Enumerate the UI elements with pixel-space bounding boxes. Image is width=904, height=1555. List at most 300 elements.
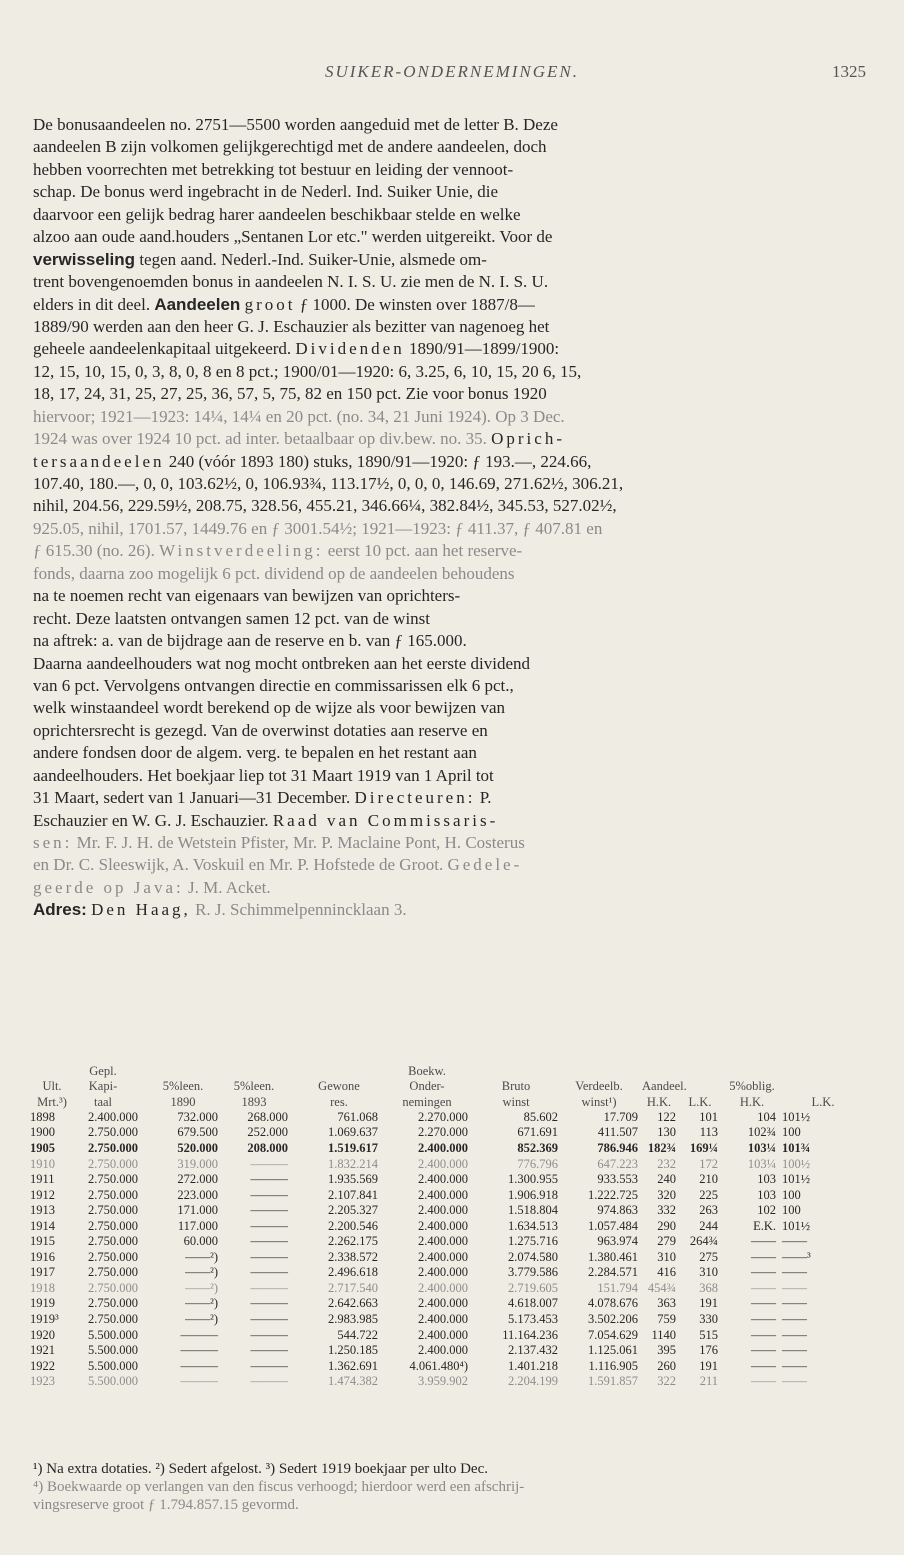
table-cell: 1914 xyxy=(30,1218,55,1233)
table-cell: ——— xyxy=(180,1343,218,1358)
table-cell: —— xyxy=(751,1327,776,1342)
text-line: aandeelen B zijn volkomen gelijkgerechtigd met de andere aandeelen, doch xyxy=(33,137,547,157)
footnote-line: ⁴) Boekwaarde op verlangen van den fiscus verhoogd; hierdoor werd een afschrij- xyxy=(33,1479,525,1495)
table-row xyxy=(30,1188,870,1204)
table-cell: ——²) xyxy=(185,1280,218,1295)
table-cell: 963.974 xyxy=(597,1234,638,1249)
table-row xyxy=(30,1296,870,1312)
table-cell: 368 xyxy=(699,1280,718,1295)
table-cell: 103 xyxy=(757,1187,776,1202)
table-cell: 761.068 xyxy=(337,1109,378,1124)
table-cell: —— xyxy=(782,1374,807,1389)
table-cell: —— xyxy=(782,1280,807,1295)
table-cell: 263 xyxy=(699,1203,718,1218)
label-oprichtersaandeelen: tersaandeelen xyxy=(33,451,165,471)
table-cell: ——²) xyxy=(185,1312,218,1326)
table-cell: 4.078.676 xyxy=(588,1296,638,1311)
table-cell: 2.284.571 xyxy=(588,1265,638,1280)
table-cell: 2.338.572 xyxy=(328,1249,378,1264)
table-cell: 290 xyxy=(657,1218,676,1233)
table-header-cell: Boekw. xyxy=(408,1064,446,1078)
table-cell: 2.270.000 xyxy=(418,1125,468,1140)
table-cell: 322 xyxy=(657,1374,676,1389)
table-cell: 2.400.000 xyxy=(418,1172,468,1187)
table-cell: ——— xyxy=(250,1312,288,1326)
label-raad-van-commissarissen: Raad van Commissaris- xyxy=(272,810,499,830)
footnote-line: ¹) Na extra dotaties. ²) Sedert afgelost. ³) Sedert 1919 boekjaar per ulto Dec. xyxy=(33,1461,488,1477)
table-cell: 1916 xyxy=(30,1249,55,1264)
table-cell: 172 xyxy=(699,1156,718,1171)
text-fragment: ƒ 615.30 (no. 26). xyxy=(33,541,155,561)
text-line: 107.40, 180.—, 0, 0, 103.62½, 0, 106.93¾, 113.17½, 0, 0, 0, 146.69, 271.62½, 306.21, xyxy=(33,474,624,493)
table-row xyxy=(30,1343,870,1359)
table-cell: 1.518.804 xyxy=(508,1203,558,1218)
table-row xyxy=(30,1328,870,1344)
table-cell: ——— xyxy=(250,1156,288,1171)
table-cell: 2.750.000 xyxy=(88,1312,138,1326)
text-line xyxy=(33,540,867,562)
table-cell: 1917 xyxy=(30,1265,55,1280)
table-cell: 974.863 xyxy=(597,1203,638,1218)
table-row xyxy=(30,1359,870,1375)
table-cell: 852.369 xyxy=(517,1140,558,1155)
text-fragment: en Dr. C. Sleeswijk, A. Voskuil en Mr. P. Hofstede de Groot. xyxy=(33,855,444,875)
text-line xyxy=(33,249,867,271)
text-fragment: Mr. F. J. H. de Wetstein Pfister, Mr. P. Maclaine Pont, H. Costerus xyxy=(76,833,525,852)
text-line xyxy=(33,294,867,316)
table-cell: 679.500 xyxy=(177,1125,218,1140)
table-cell: 279 xyxy=(657,1234,676,1249)
table-cell: 4.618.007 xyxy=(508,1296,558,1311)
table-cell: ——— xyxy=(250,1296,288,1311)
table-cell: 2.107.841 xyxy=(328,1187,378,1202)
table-cell: —— xyxy=(751,1265,776,1280)
table-cell: ——— xyxy=(250,1327,288,1342)
table-cell: 208.000 xyxy=(247,1140,288,1155)
table-cell: 3.502.206 xyxy=(588,1312,638,1326)
table-cell: 182¾ xyxy=(647,1140,676,1155)
text-line xyxy=(33,854,867,876)
table-cell: 176 xyxy=(699,1343,718,1358)
table-cell: 244 xyxy=(699,1218,718,1233)
table-cell: 732.000 xyxy=(177,1109,218,1124)
text-line xyxy=(33,451,867,473)
table-header-row xyxy=(30,1064,870,1079)
table-cell: 104 xyxy=(757,1109,776,1124)
table-cell: 1915 xyxy=(30,1234,55,1249)
table-cell: 1912 xyxy=(30,1187,55,1202)
table-cell: 210 xyxy=(699,1172,718,1187)
heading-adres: Adres: xyxy=(33,900,87,920)
table-cell: —— xyxy=(751,1296,776,1311)
running-header: SUIKER-ONDERNEMINGEN. xyxy=(324,62,579,81)
term-verwisseling: verwisseling xyxy=(33,249,136,269)
table-row xyxy=(30,1250,870,1266)
table-cell: 786.946 xyxy=(597,1140,638,1155)
table-cell: 2.400.000 xyxy=(418,1187,468,1202)
table-cell: 102¾ xyxy=(747,1125,776,1140)
table-cell: 117.000 xyxy=(177,1218,218,1233)
table-cell: 1.634.513 xyxy=(508,1218,558,1233)
text-line: daarvoor een gelijk bedrag harer aandeelen beschikbaar stelde en welke xyxy=(33,204,521,224)
table-cell: 1.380.461 xyxy=(588,1249,638,1264)
table-cell: 7.054.629 xyxy=(588,1327,638,1342)
table-cell: 2.400.000 xyxy=(418,1234,468,1249)
table-cell: ——³ xyxy=(782,1249,811,1264)
table-cell: 332 xyxy=(657,1203,676,1218)
table-cell: 411.507 xyxy=(597,1125,638,1140)
table-row xyxy=(30,1281,870,1297)
table-cell: 363 xyxy=(657,1296,676,1311)
table-header-cell: 5%oblig. xyxy=(729,1079,775,1094)
text-line xyxy=(33,428,867,450)
table-cell: 191 xyxy=(699,1296,718,1311)
table-header-cell: res. xyxy=(330,1094,348,1109)
table-header-cell: Bruto xyxy=(501,1079,531,1094)
table-row xyxy=(30,1219,870,1235)
text-line: 18, 17, 24, 31, 25, 27, 25, 36, 57, 5, 75, 82 en 150 pct. Zie voor bonus 1920 xyxy=(33,384,547,404)
table-cell: 211 xyxy=(699,1374,718,1389)
text-line: De bonusaandeelen no. 2751—5500 worden aangeduid met de letter B. Deze xyxy=(33,115,558,134)
table-cell: 1898 xyxy=(30,1109,55,1124)
table-cell: 1921 xyxy=(30,1343,55,1358)
text-fragment: tegen aand. Nederl.-Ind. Suiker-Unie, alsmede om- xyxy=(135,249,487,269)
table-cell: 1.591.857 xyxy=(588,1374,638,1389)
table-cell: —— xyxy=(751,1312,776,1326)
table-cell: —— xyxy=(751,1280,776,1295)
table-cell: 191 xyxy=(699,1358,718,1373)
financial-table xyxy=(30,1064,870,1390)
table-cell: 1922 xyxy=(30,1358,55,1373)
table-cell: ——— xyxy=(180,1374,218,1389)
table-cell: 1.069.637 xyxy=(328,1125,378,1140)
heading-aandeelen: Aandeelen xyxy=(154,294,241,314)
text-line: 925.05, nihil, 1701.57, 1449.76 en ƒ 3001.54½; 1921—1923: ƒ 411.37, ƒ 407.81 en xyxy=(33,518,603,538)
table-cell: 5.500.000 xyxy=(88,1343,138,1358)
table-cell: 2.750.000 xyxy=(88,1296,138,1311)
table-cell: 260 xyxy=(657,1358,676,1373)
table-header-cell: 5%leen. xyxy=(233,1079,275,1094)
table-cell: 1.401.218 xyxy=(508,1358,558,1373)
table-cell: 1905 xyxy=(30,1140,55,1155)
table-row xyxy=(30,1141,870,1157)
table-cell: 1.116.905 xyxy=(588,1358,638,1373)
label-commissarissen-end: sen: xyxy=(33,833,73,852)
table-cell: 151.794 xyxy=(597,1280,638,1295)
table-cell: ——²) xyxy=(185,1296,218,1311)
table-cell: 2.270.000 xyxy=(418,1109,468,1124)
table-cell: 1.519.617 xyxy=(328,1140,378,1155)
table-cell: 5.173.453 xyxy=(508,1312,558,1326)
table-row xyxy=(30,1157,870,1173)
text-fragment: J. M. Acket. xyxy=(187,877,271,897)
table-cell: 416 xyxy=(657,1265,676,1280)
table-cell: 223.000 xyxy=(177,1187,218,1202)
table-cell: 319.000 xyxy=(177,1156,218,1171)
text-line: andere fondsen door de algem. verg. te bepalen en het restant aan xyxy=(33,743,477,763)
text-line: hebben voorrechten met betrekking tot bestuur en leiding der vennoot- xyxy=(33,159,514,179)
table-cell: 2.750.000 xyxy=(88,1172,138,1187)
table-cell: 520.000 xyxy=(177,1140,218,1155)
text-fragment: elders in dit deel. xyxy=(33,294,151,314)
table-cell: 1913 xyxy=(30,1203,55,1218)
table-cell: 933.553 xyxy=(597,1172,638,1187)
text-line: recht. Deze laatsten ontvangen samen 12 pct. van de winst xyxy=(33,608,431,628)
table-cell: 310 xyxy=(699,1265,718,1280)
table-row xyxy=(30,1265,870,1281)
adres-street: R. J. Schimmelpennincklaan 3. xyxy=(195,900,407,920)
table-cell: 101½ xyxy=(782,1172,811,1187)
table-cell: 310 xyxy=(657,1249,676,1264)
table-cell: 103 xyxy=(757,1172,776,1187)
table-cell: 264¾ xyxy=(689,1234,718,1249)
table-header-cell: H.K. xyxy=(646,1094,672,1109)
table-cell: 102 xyxy=(757,1203,776,1218)
table-cell: 5.500.000 xyxy=(88,1374,138,1389)
table-cell: 2.204.199 xyxy=(508,1374,558,1389)
label-winstverdeeling: Winstverdeeling: xyxy=(159,541,324,561)
table-cell: 515 xyxy=(699,1327,718,1342)
table-header-cell: 1893 xyxy=(241,1094,267,1109)
label-groot: groot xyxy=(244,294,296,314)
label-dividenden: Dividenden xyxy=(295,339,405,359)
table-cell: 2.400.000 xyxy=(418,1265,468,1280)
table-cell: 1911 xyxy=(30,1172,55,1187)
table-cell: —— xyxy=(782,1265,807,1280)
table-cell: 1918 xyxy=(30,1280,55,1295)
text-line: schap. De bonus werd ingebracht in de Nederl. Ind. Suiker Unie, die xyxy=(33,182,499,202)
table-row xyxy=(30,1203,870,1219)
table-cell: 2.750.000 xyxy=(88,1234,138,1249)
text-line xyxy=(33,787,867,809)
table-cell: 1.275.716 xyxy=(508,1234,558,1249)
text-fragment: 1924 was over 1924 10 pct. ad inter. betaalbaar op div.bew. no. 35. xyxy=(33,429,487,449)
table-cell: 2.400.000 xyxy=(418,1156,468,1171)
label-directeuren: Directeuren: xyxy=(354,788,476,808)
table-cell: 130 xyxy=(657,1125,676,1140)
table-cell: 2.262.175 xyxy=(328,1234,378,1249)
label-gedelegeerde-java: geerde op Java: xyxy=(33,877,184,897)
table-header-row xyxy=(30,1079,870,1094)
table-cell: ——— xyxy=(250,1280,288,1295)
table-header-cell: Aandeel. xyxy=(642,1079,687,1094)
text-line: fonds, daarna zoo mogelijk 6 pct. dividend op de aandeelen behoudens xyxy=(33,563,515,583)
table-cell: 5.500.000 xyxy=(88,1327,138,1342)
table-cell: 1140 xyxy=(651,1327,676,1342)
table-row xyxy=(30,1172,870,1188)
table-cell: 1910 xyxy=(30,1156,55,1171)
table-cell: 2.717.540 xyxy=(328,1280,378,1295)
table-cell: 2.750.000 xyxy=(88,1187,138,1202)
table-cell: 3.959.902 xyxy=(418,1374,468,1389)
table-cell: 776.796 xyxy=(517,1156,558,1171)
text-line: van 6 pct. Vervolgens ontvangen directie en commissarissen elk 6 pct., xyxy=(33,675,514,695)
table-cell: 2.400.000 xyxy=(418,1249,468,1264)
table-cell: 2.983.985 xyxy=(328,1312,378,1326)
table-cell: 1919³ xyxy=(30,1312,59,1326)
table-cell: ——— xyxy=(250,1234,288,1249)
table-cell: 2.750.000 xyxy=(88,1218,138,1233)
table-cell: 252.000 xyxy=(247,1125,288,1140)
table-cell: 1.906.918 xyxy=(508,1187,558,1202)
text-line: welk winstaandeel wordt berekend op de wijze als voor bewijzen van xyxy=(33,698,506,718)
table-cell: 320 xyxy=(657,1187,676,1202)
table-row xyxy=(30,1110,870,1126)
table-header-cell: L.K. xyxy=(811,1094,835,1109)
table-cell: 454¾ xyxy=(647,1280,676,1295)
table-row xyxy=(30,1374,870,1390)
table-header-cell: Gepl. xyxy=(89,1064,117,1078)
table-cell: 2.719.605 xyxy=(508,1280,558,1295)
table-cell: 2.137.432 xyxy=(508,1343,558,1358)
table-cell: 1.832.214 xyxy=(328,1156,378,1171)
table-cell: 169¼ xyxy=(689,1140,718,1155)
table-cell: ——— xyxy=(250,1203,288,1218)
text-line: aandeelhouders. Het boekjaar liep tot 31 Maart 1919 van 1 April tot xyxy=(33,765,494,785)
table-cell: 5.500.000 xyxy=(88,1358,138,1373)
table-cell: 1.222.725 xyxy=(588,1187,638,1202)
text-line xyxy=(33,832,867,854)
table-cell: 1.362.691 xyxy=(328,1358,378,1373)
table-cell: 1.125.061 xyxy=(588,1343,638,1358)
text-line: 12, 15, 10, 15, 0, 3, 8, 0, 8 en 8 pct.; 1900/01—1920: 6, 3.25, 6, 10, 15, 20 6, 15, xyxy=(33,361,582,381)
table-cell: 2.400.000 xyxy=(418,1203,468,1218)
text-line: oprichtersrecht is gezegd. Van de overwinst dotaties aan reserve en xyxy=(33,720,488,740)
table-cell: —— xyxy=(751,1358,776,1373)
table-cell: —— xyxy=(751,1343,776,1358)
table-cell: —— xyxy=(782,1343,807,1358)
table-cell: 122 xyxy=(657,1109,676,1124)
table-cell: ——— xyxy=(250,1249,288,1264)
table-cell: 1920 xyxy=(30,1327,55,1342)
text-fragment: 31 Maart, sedert van 1 Januari—31 December. xyxy=(33,788,351,808)
table-cell: —— xyxy=(751,1234,776,1249)
table-cell: —— xyxy=(782,1327,807,1342)
text-line: Daarna aandeelhouders wat nog mocht ontbreken aan het eerste dividend xyxy=(33,653,531,673)
table-cell: —— xyxy=(782,1234,807,1249)
table-cell: 1923 xyxy=(30,1374,55,1389)
table-cell: 272.000 xyxy=(177,1172,218,1187)
label-gedelegeerde: Gedele- xyxy=(447,855,523,875)
text-fragment: 1890/91—1899/1900: xyxy=(408,339,560,359)
text-line: trent bovengenoemden bonus in aandeelen N. I. S. U. zie men de N. I. S. U. xyxy=(33,272,549,292)
table-header-cell: nemingen xyxy=(402,1094,452,1109)
table-cell: 2.400.000 xyxy=(418,1327,468,1342)
table-header-cell: taal xyxy=(93,1094,113,1109)
table-cell: 2.750.000 xyxy=(88,1249,138,1264)
table-body xyxy=(30,1110,870,1390)
table-cell: 268.000 xyxy=(247,1109,288,1124)
adres-city: Den Haag, xyxy=(91,900,191,920)
table-cell: ——— xyxy=(250,1374,288,1389)
table-cell: 671.691 xyxy=(517,1125,558,1140)
table-cell: 113 xyxy=(699,1125,718,1140)
table-cell: —— xyxy=(782,1358,807,1373)
table-header-cell: H.K. xyxy=(739,1094,765,1109)
footnotes xyxy=(33,1460,867,1514)
text-line: 1889/90 werden aan den heer G. J. Eschauzier als bezitter van nagenoeg het xyxy=(33,316,550,336)
text-line: nihil, 204.56, 229.59½, 208.75, 328.56, 455.21, 346.66¼, 382.84½, 345.53, 527.02½, xyxy=(33,496,617,516)
table-cell: 395 xyxy=(657,1343,676,1358)
table-cell: 2.750.000 xyxy=(88,1265,138,1280)
table-cell: 759 xyxy=(657,1312,676,1326)
table-cell: 171.000 xyxy=(177,1203,218,1218)
table-cell: 2.400.000 xyxy=(418,1140,468,1155)
table-row xyxy=(30,1125,870,1141)
table-cell: 2.642.663 xyxy=(328,1296,378,1311)
table-cell: 103¼ xyxy=(747,1156,776,1171)
table-cell: 330 xyxy=(699,1312,718,1326)
table-row xyxy=(30,1312,870,1328)
table-cell: 100½ xyxy=(782,1156,811,1171)
text-line: na te noemen recht van eigenaars van bewijzen van oprichters- xyxy=(33,586,461,606)
table-cell: 2.400.000 xyxy=(418,1296,468,1311)
text-line xyxy=(33,338,867,360)
table-cell: 3.779.586 xyxy=(508,1265,558,1280)
table-cell: 1900 xyxy=(30,1125,55,1140)
page-number: 1325 xyxy=(832,62,866,81)
text-line: alzoo aan oude aand.houders „Sentanen Lor etc." werden uitgereikt. Voor de xyxy=(33,227,553,247)
text-fragment: geheele aandeelenkapitaal uitgekeerd. xyxy=(33,339,292,359)
table-header xyxy=(30,1064,870,1110)
table-cell: 2.200.546 xyxy=(328,1218,378,1233)
table-header-cell: Onder- xyxy=(409,1079,445,1094)
text-line xyxy=(33,810,867,832)
table-cell: 17.709 xyxy=(603,1109,638,1124)
table-cell: 2.750.000 xyxy=(88,1203,138,1218)
text-fragment: P. xyxy=(479,788,492,808)
table-cell: 2.400.000 xyxy=(418,1280,468,1295)
table-cell: —— xyxy=(751,1374,776,1389)
text-line xyxy=(33,899,867,921)
table-cell: ——— xyxy=(250,1358,288,1373)
table-header-cell: Ult. xyxy=(42,1079,62,1094)
table-header-cell: winst xyxy=(502,1094,530,1109)
table-cell: 1.935.569 xyxy=(328,1172,378,1187)
table-cell: 2.750.000 xyxy=(88,1140,138,1155)
table-cell: 1919 xyxy=(30,1296,55,1311)
table-cell: ——— xyxy=(250,1343,288,1358)
text-fragment: ƒ 1000. De winsten over 1887/8— xyxy=(299,294,535,314)
text-fragment: 240 (vóór 1893 180) stuks, 1890/91—1920: ƒ 193.—, 224.66, xyxy=(168,451,592,471)
table-cell: —— xyxy=(782,1312,807,1326)
label-oprichters: Oprich- xyxy=(491,429,565,449)
table-cell: 1.057.484 xyxy=(588,1218,638,1233)
table-cell: 2.750.000 xyxy=(88,1280,138,1295)
table-cell: 240 xyxy=(657,1172,676,1187)
table-cell: 2.074.580 xyxy=(508,1249,558,1264)
footnote-line: vingsreserve groot ƒ 1.794.857.15 gevormd. xyxy=(33,1497,299,1513)
table-cell: 101½ xyxy=(782,1218,811,1233)
table-cell: ——²) xyxy=(185,1265,218,1280)
table-header-cell: L.K. xyxy=(688,1094,712,1109)
table-cell: 2.400.000 xyxy=(418,1343,468,1358)
text-line: hiervoor; 1921—1923: 14¼, 14¼ en 20 pct. (no. 34, 21 Juni 1924). Op 3 Dec. xyxy=(33,406,565,426)
text-line xyxy=(33,877,867,899)
table-cell: 100 xyxy=(782,1187,801,1202)
table-cell: 647.223 xyxy=(597,1156,638,1171)
table-cell: 1.250.185 xyxy=(328,1343,378,1358)
table-cell: 2.400.000 xyxy=(88,1109,138,1124)
table-cell: 103¼ xyxy=(747,1140,776,1155)
table-cell: —— xyxy=(782,1296,807,1311)
body-text xyxy=(33,114,867,922)
table-cell: 2.750.000 xyxy=(88,1156,138,1171)
text-line: na aftrek: a. van de bijdrage aan de reserve en b. van ƒ 165.000. xyxy=(33,631,467,651)
table-cell: 101¾ xyxy=(782,1140,811,1155)
table-cell: 85.602 xyxy=(523,1109,558,1124)
table-cell: 2.400.000 xyxy=(418,1218,468,1233)
